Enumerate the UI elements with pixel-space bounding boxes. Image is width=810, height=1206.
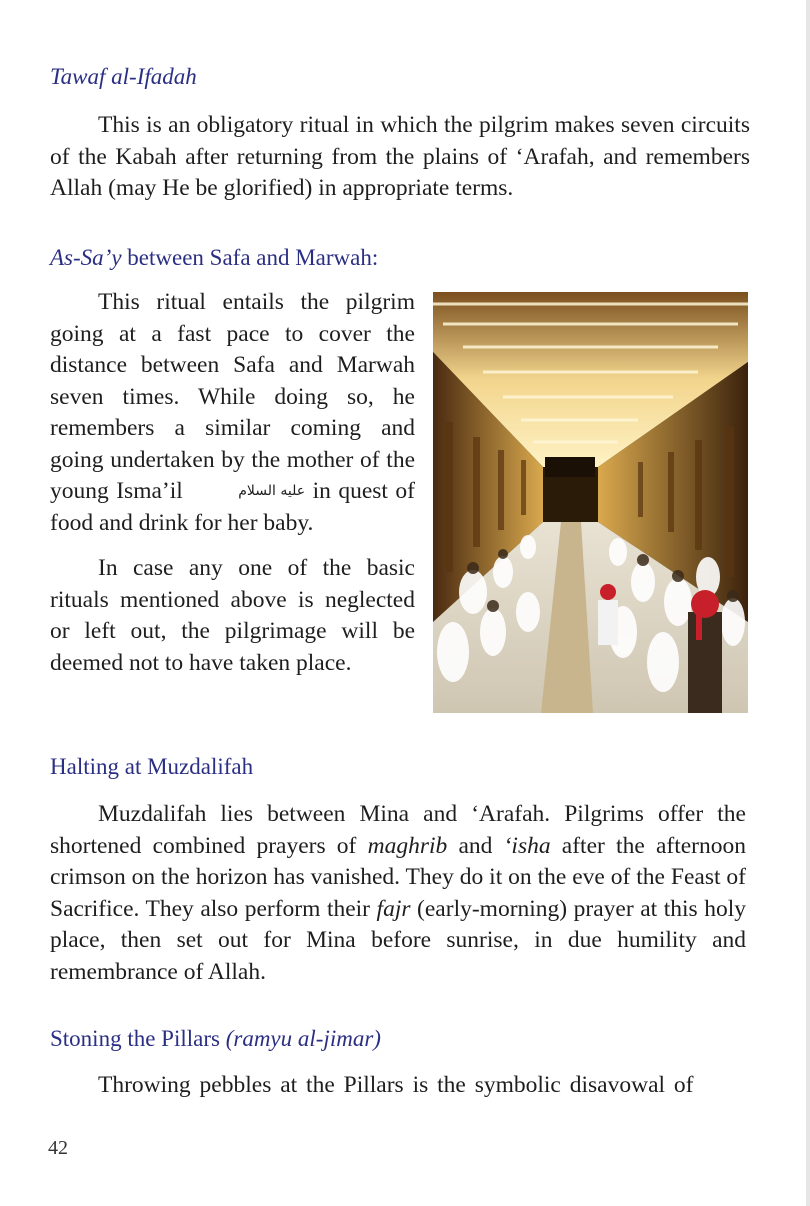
page-number: 42 xyxy=(48,1137,68,1159)
paragraph-stoning-text: Throwing pebbles at the Pillars is the symbolic disavowal of xyxy=(98,1072,694,1098)
muzdalifah-italic-maghrib: maghrib xyxy=(367,832,448,859)
paragraph-muzdalifah xyxy=(50,799,746,988)
heading-muzdalifah-text: Halting at Muzdalifah xyxy=(50,754,254,779)
paragraph-sai-2 xyxy=(50,553,415,679)
muzdalifah-text-2: and xyxy=(447,832,504,859)
muzdalifah-text-3: after the afternoon crimson on the horizon has vanished. They do it on the eve of the Feast of Sacrifice. They also perform their xyxy=(50,832,747,922)
heading-muzdalifah xyxy=(50,752,253,782)
heading-sai xyxy=(50,243,378,273)
muzdalifah-text-4: (early-morning) prayer at this holy place, then set out for Mina before sunrise, in due humility and remembrance of Allah. xyxy=(50,895,746,985)
paragraph-tawaf xyxy=(50,110,750,205)
heading-stoning-italic: (ramyu al-jimar) xyxy=(225,1026,381,1051)
paragraph-sai-2-text: In case any one of the basic rituals mentioned above is neglected or left out, the pilgrimage will be deemed not to have taken place. xyxy=(50,555,415,676)
heading-stoning xyxy=(50,1024,381,1054)
paragraph-sai-1-text-a: This ritual entails the pilgrim going at a fast pace to cover the distance between Safa and Marwah seven times. While doing so, he remembers a similar coming and going undertaken by the mother of the young Isma’il xyxy=(50,289,415,504)
muzdalifah-italic-fajr: fajr xyxy=(376,895,411,922)
paragraph-sai-1 xyxy=(50,287,415,539)
muzdalifah-italic-isha: ‘isha xyxy=(503,832,551,859)
paragraph-tawaf-text: This is an obligatory ritual in which the pilgrim makes seven circuits of the Kabah after returning from the plains of ‘Arafah, and remembers Allah (may He be glorified) in appropriate terms. xyxy=(50,112,750,201)
honorific-glyph: عليه السلام xyxy=(238,483,306,499)
masa-corridor-photo xyxy=(433,292,748,713)
muzdalifah-text-1: Muzdalifah lies between Mina and ‘Arafah. Pilgrims offer the shortened combined prayers of xyxy=(50,801,746,859)
paragraph-sai-1-text-b: in quest of food and drink for her baby. xyxy=(50,478,415,536)
heading-tawaf xyxy=(50,62,197,92)
heading-sai-italic: As-Sa’y xyxy=(50,245,122,270)
paragraph-stoning xyxy=(50,1070,746,1102)
page-edge-shadow xyxy=(806,0,810,1206)
heading-tawaf-text: Tawaf al-Ifadah xyxy=(50,64,197,89)
heading-sai-rest: between Safa and Marwah: xyxy=(121,245,379,270)
heading-stoning-plain: Stoning the Pillars xyxy=(50,1026,226,1051)
